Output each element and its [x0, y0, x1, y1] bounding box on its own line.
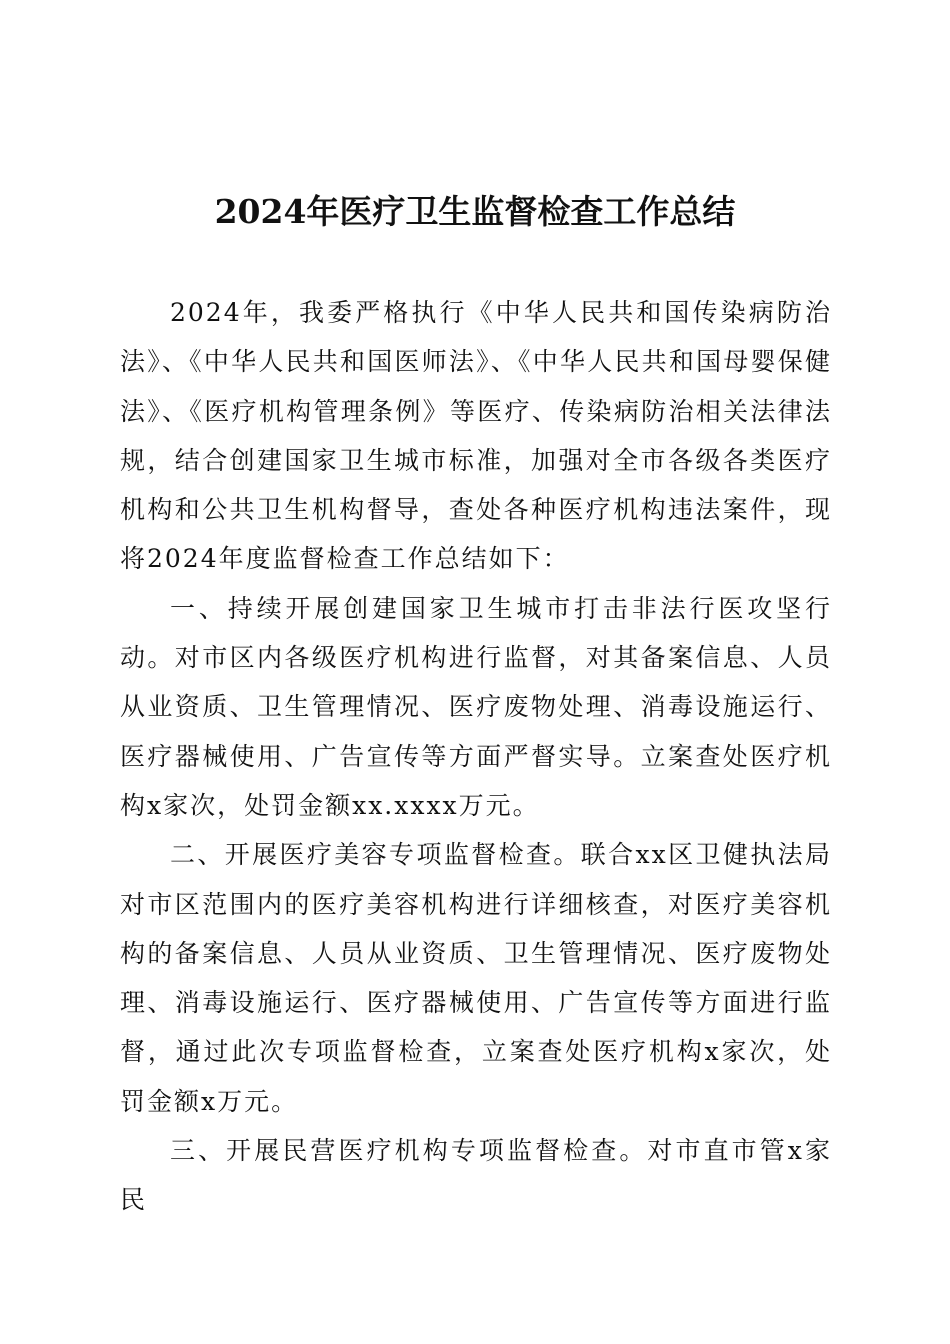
document-body: [120, 288, 832, 1225]
paragraph-section-1: 一、持续开展创建国家卫生城市打击非法行医攻坚行动。对市区内各级医疗机构进行监督，对其备案信息、人员从业资质、卫生管理情况、医疗废物处理、消毒设施运行、医疗器械使用、广告宣传等方面严督实导。立案查处医疗机构x家次，处罚金额xx.xxxx万元。: [120, 593, 832, 820]
paragraph-intro: 2024年，我委严格执行《中华人民共和国传染病防治法》、《中华人民共和国医师法》、《中华人民共和国母婴保健法》、《医疗机构管理条例》等医疗、传染病防治相关法律法规，结合创建国家卫生城市标准，加强对全市各级各类医疗机构和公共卫生机构督导，查处各种医疗机构违法案件，现将2024年度监督检查工作总结如下：: [120, 298, 832, 574]
paragraph-section-2: 二、开展医疗美容专项监督检查。联合xx区卫健执法局对市区范围内的医疗美容机构进行详细核查，对医疗美容机构的备案信息、人员从业资质、卫生管理情况、医疗废物处理、消毒设施运行、医疗器械使用、广告宣传等方面进行监督，通过此次专项监督检查，立案查处医疗机构x家次，处罚金额x万元。: [120, 840, 832, 1116]
paragraph-section-3: 三、开展民营医疗机构专项监督检查。对市直市管x家民: [120, 1136, 832, 1215]
document-title: 2024年医疗卫生监督检查工作总结: [214, 192, 736, 231]
